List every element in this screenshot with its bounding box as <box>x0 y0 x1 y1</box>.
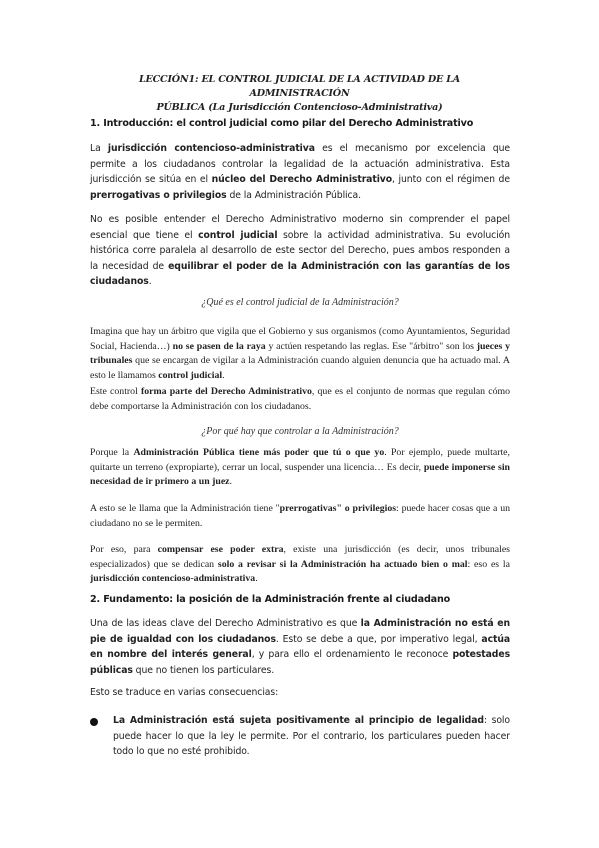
title-line-1: LECCIÓN1: EL CONTROL JUDICIAL DE LA ACTIVIDAD DE LA ADMINISTRACIÓN <box>138 74 461 99</box>
paragraph-8: Una de las ideas clave del Derecho Administrativo es que la Administración no está en pie de igualdad con los ciudadanos. Esto se debe a que, por imperativo legal, actúa en nombre del interés general, y para ello el ordenamiento le reconoce potestades públicas que no tienen los particulares. <box>90 618 511 676</box>
bullet-item-1: La Administración está sujeta positivamente al principio de legalidad: solo puede hacer lo que la ley le permite. Por el contrario, los particulares pueden hacer todo lo que no esté prohibido. <box>113 715 510 757</box>
paragraph-4: Este control forma parte del Derecho Administrativo, que es el conjunto de normas que regulan cómo debe comportarse la Administración con los ciudadanos. <box>90 386 511 412</box>
paragraph-3: Imagina que hay un árbitro que vigila que el Gobierno y sus organismos (como Ayuntamientos, Seguridad Social, Hacienda…) no se pasen de la raya y actúen respetando las reglas. Ese "árbitro" son los jueces y tribunales que se encargan de vigilar a la Administración cuando alguien denuncia que ha actuado mal. A esto le llamamos control judicial. <box>90 326 511 381</box>
section-2-heading: 2. Fundamento: la posición de la Administración frente al ciudadano <box>90 594 451 605</box>
bullet-marker <box>90 718 98 726</box>
paragraph-9: Esto se traduce en varias consecuencias: <box>90 687 279 698</box>
question-heading-1: ¿Qué es el control judicial de la Administración? <box>201 297 399 308</box>
question-heading-2: ¿Por qué hay que controlar a la Administración? <box>201 426 399 437</box>
title-line-2: PÚBLICA (La Jurisdicción Contencioso-Administrativa) <box>156 102 443 113</box>
paragraph-6: A esto se le llama que la Administración tiene "prerrogativas" o privilegios: puede hacer cosas que a un ciudadano no se le permiten. <box>90 503 511 529</box>
paragraph-5: Porque la Administración Pública tiene más poder que tú o que yo. Por ejemplo, puede multarte, quitarte un terreno (expropiarte), cerrar un local, suspender una licencia… Es decir, puede imponerse sin necesidad de ir primero a un juez. <box>90 447 510 488</box>
paragraph-1: La jurisdicción contencioso-administrativa es el mecanismo por excelencia que permite a los ciudadanos controlar la legalidad de la actuación administrativa. Esta jurisdicción se sitúa en el núcleo del Derecho Administrativo, junto con el régimen de prerrogativas o privilegios de la Administración Pública. <box>90 143 510 201</box>
paragraph-7: Por eso, para compensar ese poder extra, existe una jurisdicción (es decir, unos tribunales especializados) que se dedican solo a revisar si la Administración ha actuado bien o mal: eso es la jurisdicción contencioso-administrativa. <box>90 544 510 585</box>
section-1-heading: 1. Introducción: el control judicial como pilar del Derecho Administrativo <box>90 118 474 129</box>
lesson-title <box>92 73 507 115</box>
paragraph-2: No es posible entender el Derecho Administrativo moderno sin comprender el papel esencial que tiene el control judicial sobre la actividad administrativa. Su evolución histórica corre paralela al desarrollo de este sector del Derecho, pues ambos responden a la necesidad de equilibrar el poder de la Administración con las garantías de los ciudadanos. <box>90 214 511 287</box>
